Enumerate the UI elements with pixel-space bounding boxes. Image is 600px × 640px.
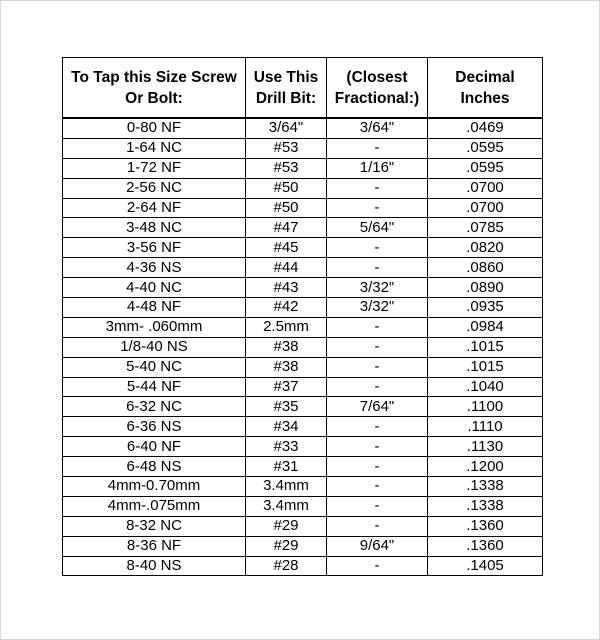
decimal-cell: .0785 [428, 218, 543, 238]
decimal-cell: .0595 [428, 138, 543, 158]
fractional-cell: - [327, 178, 428, 198]
table-row [63, 437, 543, 457]
screw-size-cell: 8-32 NC [63, 516, 246, 536]
fractional-cell: - [327, 138, 428, 158]
fractional-cell: 3/32" [327, 298, 428, 318]
screw-size-cell: 3-56 NF [63, 238, 246, 258]
screw-size-cell: 4mm-0.70mm [63, 477, 246, 497]
fractional-cell: 3/64" [327, 118, 428, 138]
drill-bit-cell: 3.4mm [246, 496, 327, 516]
fractional-cell: - [327, 477, 428, 497]
screw-size-cell: 3-48 NC [63, 218, 246, 238]
header-drill-bit [246, 58, 327, 119]
decimal-cell: .1100 [428, 397, 543, 417]
header-row [63, 58, 543, 119]
drill-bit-cell: 3.4mm [246, 477, 327, 497]
drill-bit-cell: 2.5mm [246, 317, 327, 337]
table-row [63, 158, 543, 178]
table-row [63, 278, 543, 298]
drill-bit-cell: #45 [246, 238, 327, 258]
table-row [63, 138, 543, 158]
screw-size-cell: 1/8-40 NS [63, 337, 246, 357]
header-line: Or Bolt: [125, 89, 183, 107]
table-row [63, 377, 543, 397]
decimal-cell: .1360 [428, 536, 543, 556]
screw-size-cell: 4mm-.075mm [63, 496, 246, 516]
table-row [63, 556, 543, 576]
decimal-cell: .0984 [428, 317, 543, 337]
drill-bit-cell: #47 [246, 218, 327, 238]
screw-size-cell: 1-64 NC [63, 138, 246, 158]
fractional-cell: - [327, 238, 428, 258]
drill-bit-cell: 3/64" [246, 118, 327, 138]
fractional-cell: - [327, 496, 428, 516]
table-row [63, 298, 543, 318]
table-row [63, 178, 543, 198]
fractional-cell: 5/64" [327, 218, 428, 238]
screw-size-cell: 6-40 NF [63, 437, 246, 457]
screw-size-cell: 4-48 NF [63, 298, 246, 318]
drill-bit-cell: #37 [246, 377, 327, 397]
header-screw-size [63, 58, 246, 119]
table-row [63, 218, 543, 238]
fractional-cell: - [327, 337, 428, 357]
fractional-cell: 3/32" [327, 278, 428, 298]
screw-size-cell: 2-64 NF [63, 198, 246, 218]
fractional-cell: - [327, 357, 428, 377]
table-row [63, 238, 543, 258]
screw-size-cell: 4-40 NC [63, 278, 246, 298]
decimal-cell: .1405 [428, 556, 543, 576]
drill-bit-cell: #38 [246, 337, 327, 357]
decimal-cell: .0820 [428, 238, 543, 258]
header-line: Drill Bit: [255, 89, 317, 107]
table-body [63, 118, 543, 576]
decimal-cell: .1130 [428, 437, 543, 457]
decimal-cell: .1110 [428, 417, 543, 437]
decimal-cell: .1200 [428, 457, 543, 477]
drill-bit-cell: #53 [246, 158, 327, 178]
fractional-cell: - [327, 556, 428, 576]
fractional-cell: 7/64" [327, 397, 428, 417]
drill-bit-cell: #44 [246, 258, 327, 278]
header-line: To Tap this Size Screw [71, 68, 237, 86]
screw-size-cell: 0-80 NF [63, 118, 246, 138]
drill-bit-cell: #38 [246, 357, 327, 377]
fractional-cell: - [327, 417, 428, 437]
tap-drill-table [62, 57, 543, 576]
screw-size-cell: 2-56 NC [63, 178, 246, 198]
fractional-cell: - [327, 457, 428, 477]
decimal-cell: .1360 [428, 516, 543, 536]
screw-size-cell: 1-72 NF [63, 158, 246, 178]
fractional-cell: - [327, 317, 428, 337]
table-row [63, 496, 543, 516]
decimal-cell: .1338 [428, 477, 543, 497]
fractional-cell: - [327, 437, 428, 457]
table-row [63, 337, 543, 357]
screw-size-cell: 6-32 NC [63, 397, 246, 417]
header-decimal [428, 58, 543, 119]
drill-bit-cell: #43 [246, 278, 327, 298]
screw-size-cell: 8-40 NS [63, 556, 246, 576]
fractional-cell: 1/16" [327, 158, 428, 178]
screw-size-cell: 6-36 NS [63, 417, 246, 437]
header-fractional [327, 58, 428, 119]
table-row [63, 357, 543, 377]
decimal-cell: .0860 [428, 258, 543, 278]
header-line: Fractional:) [334, 89, 420, 107]
table-row [63, 516, 543, 536]
table-row [63, 457, 543, 477]
drill-bit-cell: #29 [246, 516, 327, 536]
drill-bit-cell: #29 [246, 536, 327, 556]
decimal-cell: .0700 [428, 178, 543, 198]
decimal-cell: .0935 [428, 298, 543, 318]
drill-bit-cell: #34 [246, 417, 327, 437]
table-row [63, 417, 543, 437]
header-line: (Closest [346, 68, 408, 86]
fractional-cell: 9/64" [327, 536, 428, 556]
table-row [63, 477, 543, 497]
decimal-cell: .0890 [428, 278, 543, 298]
decimal-cell: .1338 [428, 496, 543, 516]
screw-size-cell: 5-40 NC [63, 357, 246, 377]
decimal-cell: .0595 [428, 158, 543, 178]
drill-bit-cell: #50 [246, 198, 327, 218]
drill-bit-cell: #33 [246, 437, 327, 457]
screw-size-cell: 8-36 NF [63, 536, 246, 556]
table-row [63, 536, 543, 556]
screw-size-cell: 3mm- .060mm [63, 317, 246, 337]
fractional-cell: - [327, 377, 428, 397]
header-line: Decimal [455, 68, 515, 86]
header-line: Inches [460, 89, 510, 107]
screw-size-cell: 4-36 NS [63, 258, 246, 278]
decimal-cell: .1040 [428, 377, 543, 397]
header-line: Use This [253, 68, 319, 86]
table-row [63, 397, 543, 417]
drill-bit-cell: #35 [246, 397, 327, 417]
drill-bit-cell: #28 [246, 556, 327, 576]
decimal-cell: .1015 [428, 357, 543, 377]
decimal-cell: .0700 [428, 198, 543, 218]
fractional-cell: - [327, 198, 428, 218]
fractional-cell: - [327, 516, 428, 536]
drill-bit-cell: #53 [246, 138, 327, 158]
drill-bit-cell: #31 [246, 457, 327, 477]
table-row [63, 118, 543, 138]
decimal-cell: .0469 [428, 118, 543, 138]
decimal-cell: .1015 [428, 337, 543, 357]
screw-size-cell: 6-48 NS [63, 457, 246, 477]
drill-bit-cell: #42 [246, 298, 327, 318]
table-row [63, 317, 543, 337]
table-row [63, 198, 543, 218]
table-row [63, 258, 543, 278]
drill-bit-cell: #50 [246, 178, 327, 198]
screw-size-cell: 5-44 NF [63, 377, 246, 397]
fractional-cell: - [327, 258, 428, 278]
